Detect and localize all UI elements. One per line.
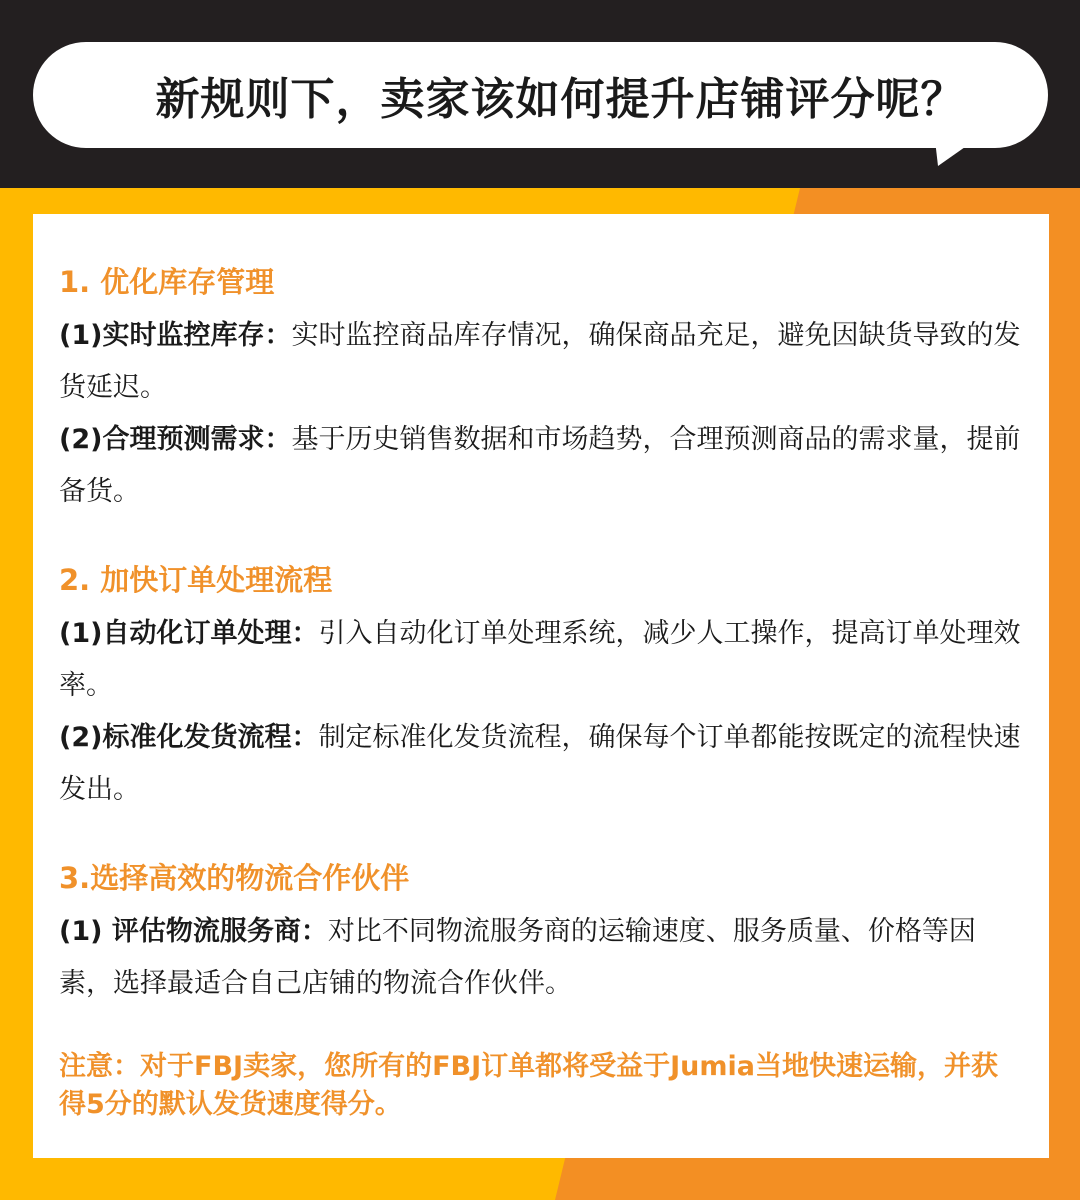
item-text: 对比不同物流服务商的运输速度、服务质量、价格等因素，选择最适合自己店铺的物流合作伙伴。 [59, 916, 976, 999]
item-text: 制定标准化发货流程，确保每个订单都能按既定的流程快速发出。 [59, 722, 1021, 805]
page-title: 新规则下，卖家该如何提升店铺评分呢？ [155, 74, 966, 125]
list-item [59, 906, 1023, 1010]
section-logistics [59, 858, 1023, 1010]
item-label: (1)实时监控库存： [59, 320, 292, 351]
section-inventory [59, 262, 1023, 518]
item-label: (1) 评估物流服务商： [59, 916, 328, 947]
list-item [59, 414, 1023, 518]
section-heading: 1. 优化库存管理 [59, 265, 275, 299]
item-text: 引入自动化订单处理系统，减少人工操作，提高订单处理效率。 [59, 618, 1021, 701]
section-heading: 2. 加快订单处理流程 [59, 563, 333, 597]
section-order-processing [59, 560, 1023, 816]
speech-bubble [33, 42, 1048, 148]
content-card [33, 214, 1049, 1158]
item-label: (2)标准化发货流程： [59, 722, 319, 753]
item-text: 基于历史销售数据和市场趋势，合理预测商品的需求量，提前备货。 [59, 424, 1021, 507]
speech-bubble-tail [930, 140, 980, 170]
item-text: 实时监控商品库存情况，确保商品充足，避免因缺货导致的发货延迟。 [59, 320, 1021, 403]
item-label: (1)自动化订单处理： [59, 618, 319, 649]
item-label: (2)合理预测需求： [59, 424, 292, 455]
list-item [59, 310, 1023, 414]
note-text: 注意：对于FBJ卖家，您所有的FBJ订单都将受益于Jumia当地快速运输，并获得5分的默认发货速度得分。 [59, 1051, 999, 1120]
list-item [59, 608, 1023, 712]
list-item [59, 712, 1023, 816]
section-heading: 3.选择高效的物流合作伙伴 [59, 861, 410, 895]
